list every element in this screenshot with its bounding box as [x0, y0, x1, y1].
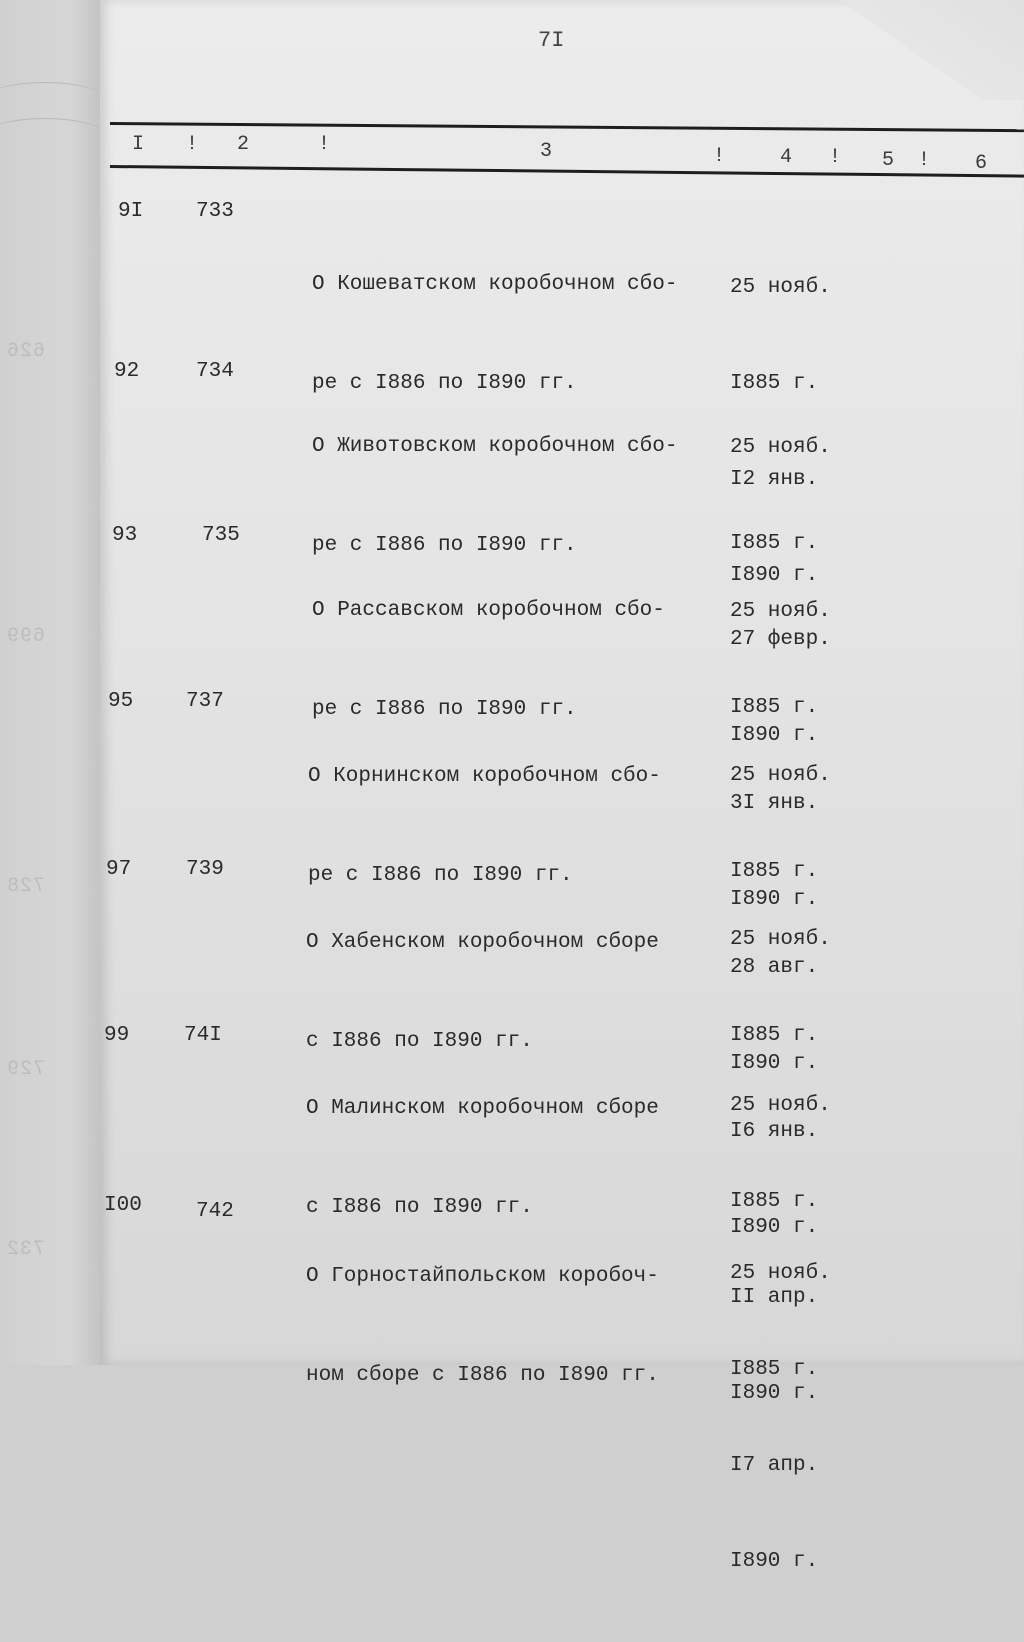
file-title: О Животовском коробочном сбо- ре с I886 по I890 гг.: [312, 435, 678, 557]
file-number: 739: [186, 858, 224, 881]
file-number: 737: [186, 690, 224, 713]
row-number: 95: [108, 690, 134, 713]
date-range: 25 нояб. I885 г. I2 янв. I890 г.: [730, 276, 831, 587]
date-range: 25 нояб. I885 г. 27 февр. I890 г.: [730, 436, 831, 747]
file-number: 734: [196, 360, 234, 383]
ghost-number: 728: [6, 875, 46, 898]
file-title: О Рассавском коробочном сбо- ре с I886 по I890 гг.: [312, 599, 665, 721]
previous-page-edge: [0, 0, 100, 1365]
file-title: О Горностайпольском коробоч- ном сборе с I886 по I890 гг.: [306, 1265, 659, 1387]
row-number: 93: [112, 524, 138, 547]
ghost-number: 699: [6, 625, 46, 648]
column-header-2: 2: [237, 133, 250, 156]
date-range: 25 нояб. I885 г. 28 авг. I890 г.: [730, 764, 831, 1075]
column-separator: !: [186, 133, 199, 156]
column-header-5: 5: [882, 149, 895, 172]
ghost-number: 732: [6, 1238, 46, 1261]
row-number: 99: [104, 1024, 130, 1047]
file-number: 742: [196, 1200, 234, 1223]
file-title: О Хабенском коробочном сборе с I886 по I890 гг.: [306, 931, 659, 1053]
ghost-number: 626: [6, 340, 46, 363]
row-number: 97: [106, 858, 132, 881]
page-number: 7I: [538, 28, 565, 53]
column-separator: !: [318, 133, 331, 156]
file-title: О Корнинском коробочном сбо- ре с I886 по I890 гг.: [308, 765, 661, 887]
row-number: I00: [104, 1194, 142, 1217]
column-separator: !: [713, 145, 726, 168]
file-title: О Кошеватском коробочном сбо- ре с I886 по I890 гг.: [312, 273, 678, 395]
date-range: 25 нояб. I885 г. 3I янв. I890 г.: [730, 600, 831, 911]
page-fold: [834, 0, 1024, 100]
column-header-1: I: [132, 133, 145, 156]
file-number: 733: [196, 200, 234, 223]
row-number: 92: [114, 360, 140, 383]
column-separator: !: [829, 146, 842, 169]
ghost-number: 729: [6, 1058, 46, 1081]
previous-page-rule: [0, 82, 110, 123]
date-range: 25 нояб. I885 г. I7 апр. I890 г.: [730, 1262, 831, 1573]
previous-page-rule: [0, 118, 110, 159]
file-number: 74I: [184, 1024, 222, 1047]
date-range: 25 нояб. I885 г. I6 янв. I890 г.: [730, 928, 831, 1239]
column-header-3: 3: [540, 140, 553, 163]
file-number: 735: [202, 524, 240, 547]
file-title: О Малинском коробочном сборе с I886 по I890 гг.: [306, 1097, 659, 1219]
row-number: 9I: [118, 200, 144, 223]
date-range: 25 нояб. I885 г. II апр. I890 г.: [730, 1094, 831, 1405]
column-separator: !: [918, 149, 931, 172]
column-header-4: 4: [780, 146, 793, 169]
column-header-6: 6: [975, 152, 988, 175]
